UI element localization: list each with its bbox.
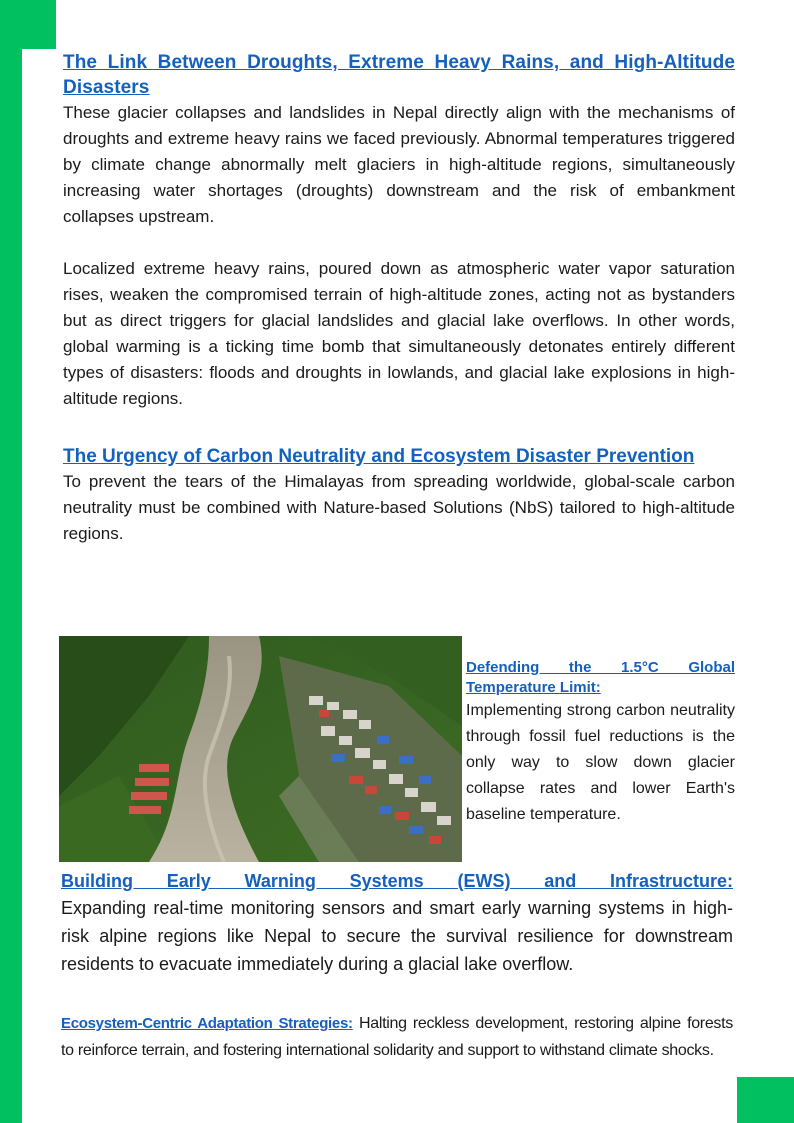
section-title: The Link Between Droughts, Extreme Heavy Rains, and High-Altitude Disasters — [63, 52, 735, 98]
side-paragraph: Implementing strong carbon neutrality through fossil fuel reductions is the only way to slow down glacier collapse rates and lower Earth's baseline temperature. — [466, 702, 735, 823]
paragraph: To prevent the tears of the Himalayas from spreading worldwide, global-scale carbon neutrality must be combined with Nature-based Solutions (NbS) tailored to high-altitude regions. — [63, 472, 735, 543]
bottom-accent-block — [737, 1077, 794, 1123]
figure-row — [59, 636, 735, 862]
paragraph: Localized extreme heavy rains, poured down as atmospheric water vapor saturation rises, weaken the compromised terrain of high-altitude zones, acting not as bystanders but as direct triggers for glacial landslides and glacial lake overflows. In other words, global warming is a ticking time bomb that simultaneously detonates entirely different types of disasters: floods and droughts in lowlands, and glacial lake explosions in high-altitude regions. — [63, 259, 735, 408]
eco-paragraph — [61, 1010, 733, 1064]
paragraph: These glacier collapses and landslides in Nepal directly align with the mechanisms of droughts and extreme heavy rains we faced previously. Abnormal temperatures triggered by climate change abnormally melt glaciers in high-altitude regions, simultaneously increasing water shortages (droughts) downstream and the risk of embankment collapses upstream. — [63, 103, 735, 226]
ews-block — [61, 868, 733, 978]
eco-body: Halting reckless development, restoring alpine forests to reinforce terrain, and fostering international solidarity and support to withstand climate shocks. — [61, 1015, 733, 1059]
eco-block — [61, 1010, 733, 1064]
side-text — [466, 658, 735, 828]
main-content — [63, 50, 735, 547]
left-accent-bar — [0, 0, 22, 1123]
section-carbon-neutrality — [63, 424, 735, 547]
side-title: Defending the 1.5°C Global Temperature Limit: — [466, 659, 735, 696]
ews-paragraph: Expanding real-time monitoring sensors and smart early warning systems in high-risk alpine regions like Nepal to secure the survival resilience for downstream residents to evacuate immediately during a glacial lake overflow. — [61, 898, 733, 974]
eco-lead: Ecosystem-Centric Adaptation Strategies: — [61, 1015, 353, 1032]
ews-title: Building Early Warning Systems (EWS) and Infrastructure: — [61, 871, 733, 891]
section-title: The Urgency of Carbon Neutrality and Ecosystem Disaster Prevention — [63, 446, 695, 467]
top-accent-block — [0, 0, 56, 49]
section-droughts-rains — [63, 50, 735, 412]
aerial-landslide-photo — [59, 636, 462, 862]
